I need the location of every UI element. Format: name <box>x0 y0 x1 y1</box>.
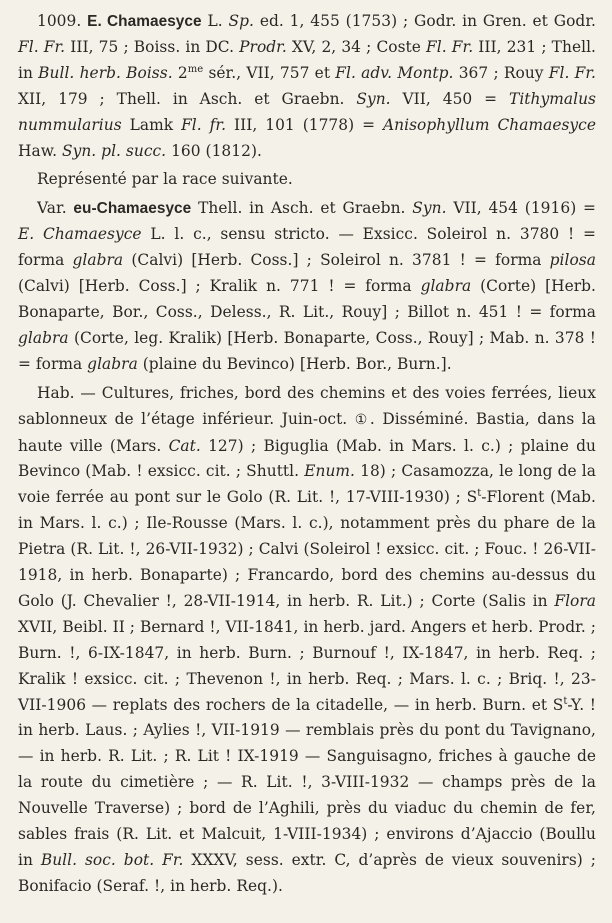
text-run: XXXV, sess. extr. C, d’après de vieux souvenirs) ; Bonifacio (Seraf. !, in herb. Req.). <box>18 851 596 895</box>
italic-taxon: Tithymalus nummularius <box>18 89 596 134</box>
italic-ref: Bull. soc. bot. Fr. <box>40 851 184 869</box>
text-run: -Florent (Mab. in Mars. l. c.) ; Ile-Rousse (Mars. l. c.), notamment près du phare de la Pietra (R. Lit. !, 26-VII-1932) ; Calvi (Soleirol ! exsicc. cit. ; Fouc. ! 26-VII-1918, in herb. Bonaparte) ; Francardo, bord des chemins au-dessus du Golo (J. Chevalier !, 28-VII-1914, in herb. R. Lit.) ; Corte (Salis in <box>18 488 597 610</box>
italic-taxon: E. Chamaesyce <box>18 225 142 244</box>
text-run: sér., VII, 757 et <box>203 63 336 82</box>
italic-taxon: glabra <box>87 354 138 373</box>
text-run: 2 <box>172 63 188 82</box>
text-run: 367 ; Rouy <box>453 63 549 82</box>
habitat-paragraph <box>18 381 596 900</box>
race-note-paragraph <box>18 167 596 193</box>
text-run: Haw. <box>18 141 62 160</box>
italic-ref: Fl. adv. Montp. <box>335 63 454 82</box>
text-run: XII, 179 ; Thell. in Asch. et Graebn. <box>18 89 357 108</box>
variety-name: eu-Chamaesyce <box>73 200 192 218</box>
italic-ref: Enum. <box>304 462 355 481</box>
text-run: (Corte) [Herb. Bonaparte, Bor., Coss., Deless., R. Lit., Rouy] ; Billot n. 451 ! = forma <box>18 277 596 321</box>
italic-ref: Fl. Fr. <box>548 63 597 82</box>
italic-ref: Fl. fr. <box>181 115 227 134</box>
italic-ref: Cat. <box>168 436 201 455</box>
text-run: Hab. — Cultures, friches, bord des chemins et des voies ferrées, lieux sablonneux de l’étage inférieur. Juin-oct. <box>18 383 596 428</box>
italic-ref: Fl. Fr. <box>18 37 66 56</box>
text-run: VII, 450 = <box>390 89 510 108</box>
text-run: III, 231 ; Thell. in <box>18 37 596 82</box>
text-run: III, 101 (1778) = <box>226 115 383 134</box>
text-run: (plaine du Bevinco) [Herb. Bor., Burn.]. <box>137 354 452 373</box>
text-run: VII, 454 (1916) = <box>446 199 596 218</box>
italic-ref: Syn. <box>356 89 391 108</box>
italic-ref: Sp. <box>228 12 254 30</box>
text-run: 127) ; Biguglia (Mab. in Mars. l. c.) ; plaine du Bevinco (Mab. ! exsicc. cit. ; Shuttl. <box>18 436 596 481</box>
text-run: (Calvi) [Herb. Coss.] ; Soleirol n. 3781 ! = forma <box>123 251 550 270</box>
variety-paragraph <box>18 196 596 377</box>
superscript: t <box>563 695 568 707</box>
text-run: L. l. c., sensu stricto. — Exsicc. Soleirol n. 3780 ! = forma <box>18 225 597 270</box>
text-run: (Corte, leg. Kralik) [Herb. Bonaparte, Coss., Rouy] ; Mab. n. 378 ! = forma <box>18 328 596 373</box>
italic-taxon: pilosa <box>549 251 596 270</box>
italic-taxon: glabra <box>420 277 472 296</box>
text-run: -Y. ! in herb. Laus. ; Aylies !, VII-1919 — remblais près du pont du Tavignano, — in herb. R. Lit. ; R. Lit ! IX-1919 — Sanguisagno, friches à gauche de la route du cimetière ; — R. Lit. !, 3-VIII-1932 — champs près de la Nouvelle Traverse) ; bord de l’Aghili, près du viaduc du chemin de fer, sables frais (R. Lit. et Malcuit, 1-VIII-1934) ; environs d’Ajaccio (Boullu in <box>18 695 597 869</box>
species-name: E. Chamaesyce <box>87 13 202 30</box>
text-run: Thell. in Asch. et Graebn. <box>191 199 413 218</box>
text-run: 160 (1812). <box>166 141 262 160</box>
species-number: 1009. <box>37 12 82 30</box>
text-run: XV, 2, 34 ; Coste <box>286 37 427 56</box>
text-run: XVII, Beibl. II ; Bernard !, VII-1841, in herb. jard. Angers et herb. Prodr. ; Burn. !, 6-IX-1847, in herb. Burn. ; Burnouf !, IX-1847, in herb. Req. ; Kralik ! exsicc. cit. ; Thevenon !, in herb. Req. ; Mars. l. c. ; Briq. !, 23-VII-1906 — replats des rochers de la citadelle, — in herb. Burn. et S <box>18 617 596 714</box>
superscript: me <box>187 63 204 75</box>
text-run: Var. <box>37 199 74 218</box>
italic-ref: Fl. Fr. <box>426 37 474 56</box>
text-run: III, 75 ; Boiss. in DC. <box>65 37 240 56</box>
annual-symbol-icon: ① <box>354 411 370 428</box>
italic-taxon: Anisophyllum Chamaesyce <box>382 115 597 134</box>
italic-ref: Flora <box>554 591 596 610</box>
italic-ref: Syn. <box>412 199 447 218</box>
species-citation-paragraph <box>18 9 596 164</box>
text-run: . Disséminé. Bastia, dans la haute ville (Mars. <box>18 409 597 455</box>
text-run: (Calvi) [Herb. Coss.] ; Kralik n. 771 ! = forma <box>18 277 421 296</box>
text-run: Représenté par la race suivante. <box>37 170 293 189</box>
text-run: 18) ; Casamozza, le long de la voie ferrée au pont sur le Golo (R. Lit. !, 17-VIII-1930) ; S <box>18 462 596 507</box>
italic-ref: Syn. pl. succ. <box>61 141 167 160</box>
text-run: L. <box>201 12 229 30</box>
italic-ref: Bull. herb. Boiss. <box>38 63 173 82</box>
superscript: t <box>477 488 482 500</box>
text-run: ed. 1, 455 (1753) ; Godr. in Gren. et Godr. <box>253 12 596 30</box>
text-run: Lamk <box>121 115 182 134</box>
italic-ref: Prodr. <box>239 37 287 56</box>
italic-taxon: glabra <box>18 328 69 347</box>
italic-taxon: glabra <box>72 251 124 270</box>
